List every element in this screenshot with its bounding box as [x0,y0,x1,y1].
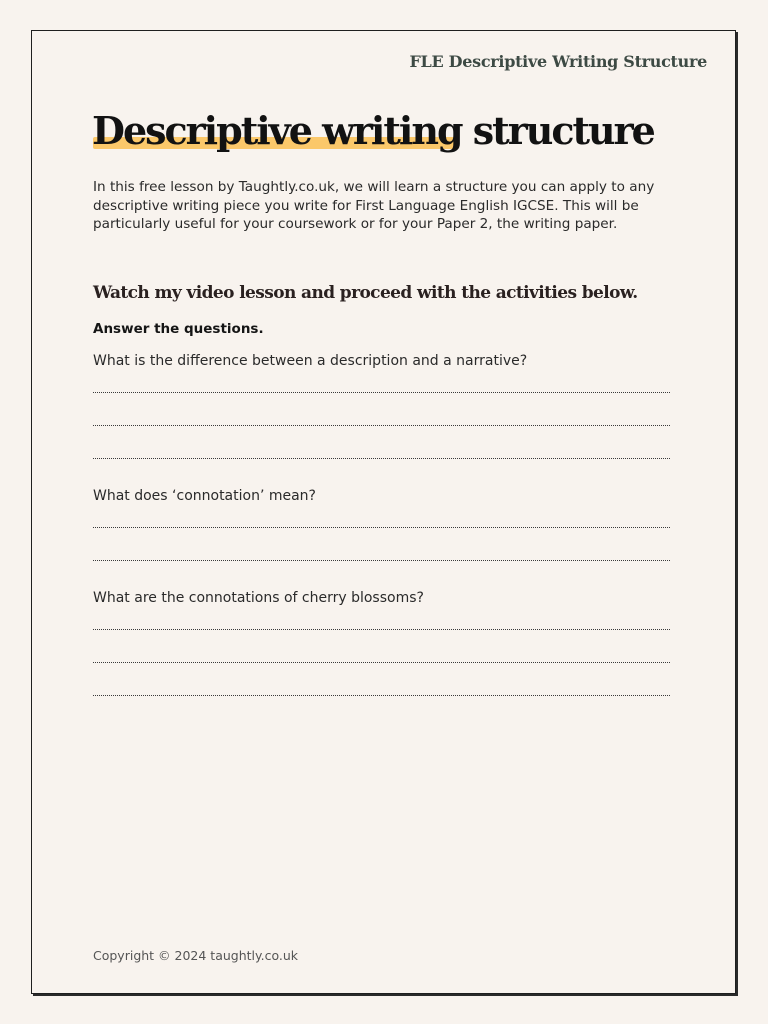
question-3: What are the connotations of cherry blossoms? [93,590,424,606]
answer-line[interactable] [93,425,670,426]
answer-line[interactable] [93,662,670,663]
answer-line[interactable] [93,458,670,459]
answer-line[interactable] [93,527,670,528]
running-header: FLE Descriptive Writing Structure [409,52,707,71]
question-1: What is the difference between a description and a narrative? [93,353,528,369]
answer-line[interactable] [93,695,670,696]
copyright-footer: Copyright © 2024 taughtly.co.uk [93,948,299,963]
worksheet-page [31,30,736,994]
section-heading: Watch my video lesson and proceed with the activities below. [93,283,638,303]
answer-line[interactable] [93,392,670,393]
instruction-label: Answer the questions. [93,321,264,337]
title-block [92,104,654,158]
page-title: Descriptive writing structure [92,108,654,153]
question-2: What does ‘connotation’ mean? [93,488,316,504]
intro-paragraph: In this free lesson by Taughtly.co.uk, we will learn a structure you can apply to any descriptive writing piece you write for First Language English IGCSE. This will be particularly useful for your coursework or for your Paper 2, the writing paper. [93,179,655,232]
answer-line[interactable] [93,629,670,630]
answer-line[interactable] [93,560,670,561]
